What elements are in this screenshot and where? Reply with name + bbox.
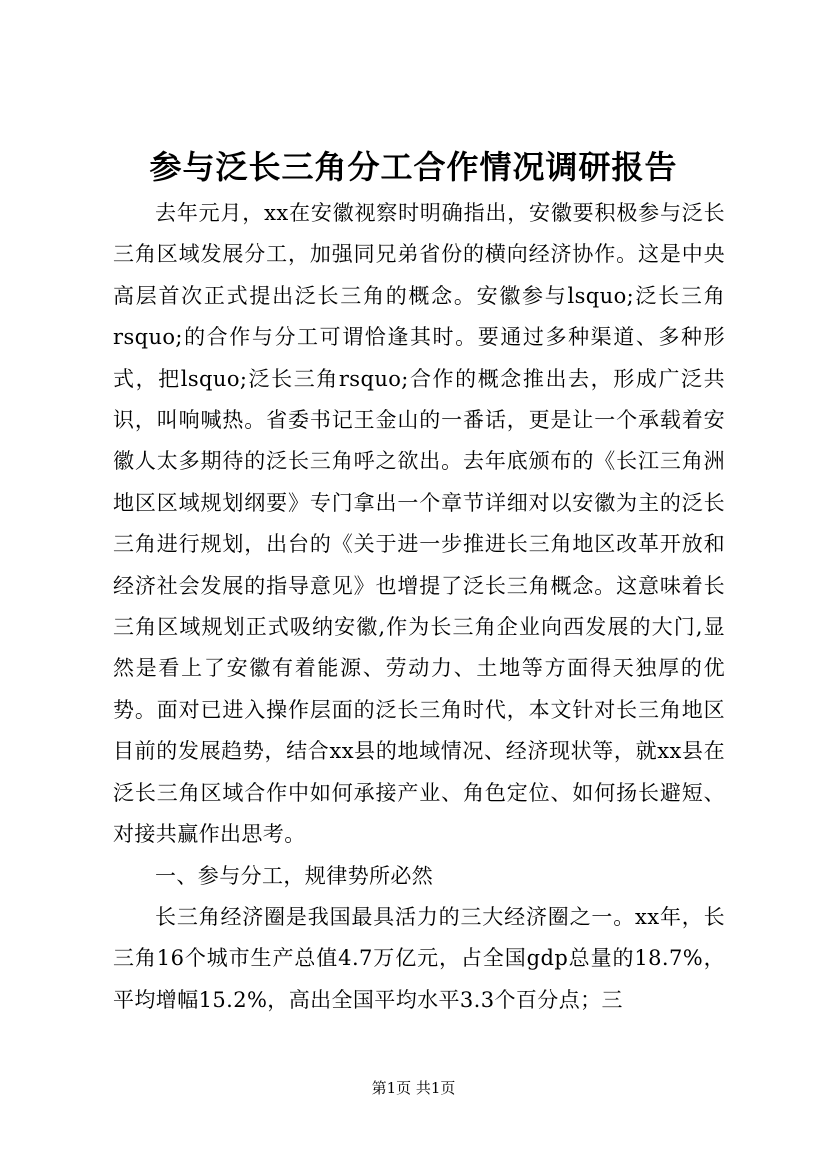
document-body	[113, 193, 725, 1021]
page-footer: 第1页 共1页	[371, 1079, 456, 1097]
document-title: 参与泛长三角分工合作情况调研报告	[149, 148, 678, 186]
paragraph-section-one: 长三角经济圈是我国最具活力的三大经济圈之一。xx年，长三角16个城市生产总值4.7万亿元，占全国gdp总量的18.7%，平均增幅15.2%，高出全国平均水平3.3个百分点；三	[113, 904, 725, 1012]
paragraph-intro: 去年元月，xx在安徽视察时明确指出，安徽要积极参与泛长三角区域发展分工，加强同兄弟省份的横向经济协作。这是中央高层首次正式提出泛长三角的概念。安徽参与lsquo;泛长三角rsquo;的合作与分工可谓恰逢其时。要通过多种渠道、多种形式，把lsquo;泛长三角rsquo;合作的概念推出去，形成广泛共识，叫响喊热。省委书记王金山的一番话，更是让一个承载着安徽人太多期待的泛长三角呼之欲出。去年底颁布的《长江三角洲地区区域规划纲要》专门拿出一个章节详细对以安徽为主的泛长三角进行规划，出台的《关于进一步推进长三角地区改革开放和经济社会发展的指导意见》也增提了泛长三角概念。这意味着长三角区域规划正式吸纳安徽,作为长三角企业向西发展的大门,显然是看上了安徽有着能源、劳动力、土地等方面得天独厚的优势。面对已进入操作层面的泛长三角时代，本文针对长三角地区目前的发展趋势，结合xx县的地域情况、经济现状等，就xx县在泛长三角区域合作中如何承接产业、角色定位、如何扬长避短、对接共赢作出思考。	[113, 201, 725, 847]
section-heading: 一、参与分工，规律势所必然	[155, 863, 434, 888]
